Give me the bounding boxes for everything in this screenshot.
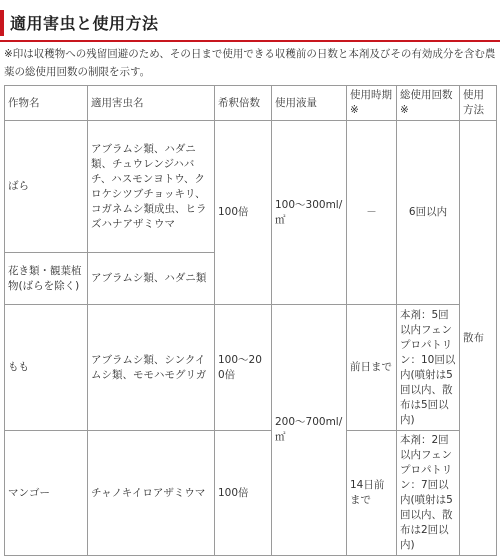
usage-table [4,85,497,556]
cell-dilution-rose-flowers: 100倍 [215,121,272,305]
header-timing: 使用時期※ [347,86,397,121]
cell-volume-rose-flowers: 100～300ml/㎡ [272,121,347,305]
cell-crop-peach: もも [5,305,88,431]
header-dilution: 希釈倍数 [215,86,272,121]
cell-timing-rose-flowers: － [347,121,397,305]
header-volume: 使用液量 [272,86,347,121]
header-method: 使用方法 [460,86,497,121]
cell-pest-mango: チャノキイロアザミウマ [88,431,215,556]
header-total-uses: 総使用回数※ [397,86,460,121]
table-row-mango [5,431,497,556]
cell-volume-peach-mango: 200～700ml/㎡ [272,305,347,556]
cell-total-uses-rose-flowers: 6回以内 [397,121,460,305]
cell-total-uses-peach: 本剤：5回以内フェンプロパトリン：10回以内(噴射は5回以内、散布は5回以内) [397,305,460,431]
cell-dilution-mango: 100倍 [215,431,272,556]
cell-total-uses-mango: 本剤：2回以内フェンプロパトリン：7回以内(噴射は5回以内、散布は2回以内) [397,431,460,556]
cell-timing-mango: 14日前まで [347,431,397,556]
cell-pest-peach: アブラムシ類、シンクイムシ類、モモハモグリガ [88,305,215,431]
section-title: 適用害虫と使用方法 [10,14,159,33]
cell-crop-flowers: 花き類・観葉植物(ばらを除く) [5,253,88,305]
header-accent-bar [0,10,4,36]
table-header-row [5,86,497,121]
cell-method-all: 散布 [460,121,497,556]
usage-note: ※印は収穫物への残留回避のため、その日まで使用できる収穫前の日数と本剤及びその有効成分を含む農薬の総使用回数の制限を示す。 [4,48,496,78]
table-row-peach [5,305,497,431]
cell-timing-peach: 前日まで [347,305,397,431]
table-row-rose [5,121,497,253]
cell-pest-flowers: アブラムシ類、ハダニ類 [88,253,215,305]
section-header [0,2,500,42]
cell-pest-rose: アブラムシ類、ハダニ類、チュウレンジハバチ、ハスモンヨトウ、クロケシツブチョッキリ、コガネムシ類成虫、ヒラズハナアザミウマ [88,121,215,253]
cell-dilution-peach: 100～200倍 [215,305,272,431]
cell-crop-mango: マンゴー [5,431,88,556]
header-crop: 作物名 [5,86,88,121]
cell-crop-rose: ばら [5,121,88,253]
header-pest: 適用害虫名 [88,86,215,121]
